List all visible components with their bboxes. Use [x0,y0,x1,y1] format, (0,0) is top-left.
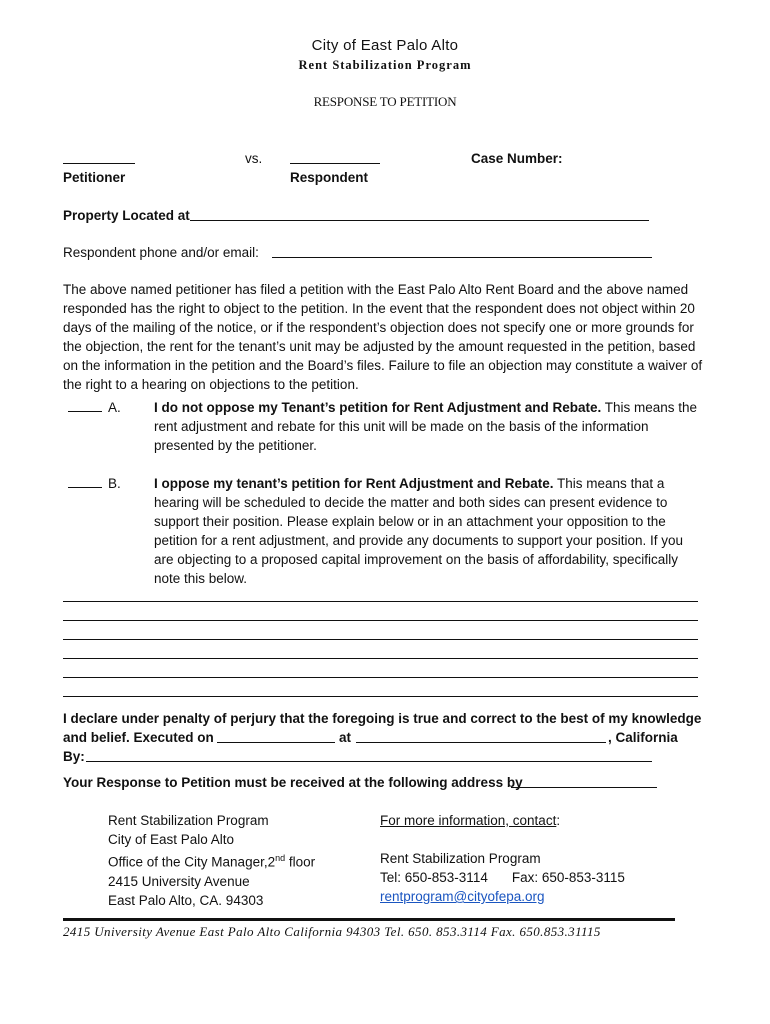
declaration-at: at [339,730,352,745]
petitioner-field[interactable] [63,150,135,164]
phone-field[interactable] [272,244,652,258]
response-address-label: Your Response to Petition must be received at the following address by [63,775,523,790]
executed-location-field[interactable] [356,729,606,743]
explanation-line[interactable] [63,696,698,697]
option-a-checkbox[interactable] [68,398,102,412]
property-label: Property Located at [63,208,190,223]
option-a-body: This means the rent adjustment and rebate for this unit will be made on the basis of the information presented by the petitioner. [154,400,698,453]
address-block [108,811,315,910]
declaration-california: , California [608,730,678,745]
explanation-line[interactable] [63,677,698,678]
explanation-line[interactable] [63,658,698,659]
address-line: City of East Palo Alto [108,832,235,847]
executed-date-field[interactable] [217,729,335,743]
explanation-line[interactable] [63,620,698,621]
explanation-line[interactable] [63,639,698,640]
option-b-body: This means that a hearing will be scheduled to decide the matter and both sides can present evidence to support their position. Please explain below or in an attachment your opposition to the petition for a rent adjustment, and provide any documents to support your position. If you are objecting to a proposed capital improvement on the basis of affordability, specifically note this below. [154,476,684,586]
option-b-bold: I oppose my tenant’s petition for Rent Adjustment and Rebate. [154,476,554,491]
form-title: RESPONSE TO PETITION [313,94,457,109]
address-line: 2415 University Avenue [108,873,250,889]
contact-heading: For more information, contact: [380,813,561,828]
vs-label: vs. [245,151,263,166]
contact-line: Rent Stabilization Program [380,851,541,866]
contact-phone-fax: Tel: 650-853-3114 Fax: 650-853-3115 [380,870,625,885]
address-line: Office of the City Manager,2nd floor [108,853,316,870]
option-a-letter: A. [108,400,121,415]
program-title: Rent Stabilization Program [298,58,472,72]
respondent-label: Respondent [290,170,369,185]
address-line: Rent Stabilization Program [108,813,269,828]
option-b-letter: B. [108,476,121,491]
contact-email-link[interactable]: rentprogram@cityofepa.org [380,889,545,904]
option-a-text [154,398,706,455]
case-number-label: Case Number: [471,151,563,166]
city-title: City of East Palo Alto [311,37,459,54]
contact-block [380,811,625,906]
explanation-line[interactable] [63,601,698,602]
declaration-line: I declare under penalty of perjury that the foregoing is true and correct to the best of my knowledge [63,711,702,726]
intro-paragraph: The above named petitioner has filed a petition with the East Palo Alto Rent Board and the above named responded has the right to object to the petition. In the event that the respondent does not object within 20 days of the mailing of the notice, or if the respondent’s objection does not specify one or more grounds for the objection, the rent for the tenant’s unit may be adjusted by the amount requested in the petition, based on the information in the petition and the Board’s files. Failure to file an objection may constitute a waiver of the right to a hearing on objections to the petition. [63,282,703,392]
petitioner-label: Petitioner [63,170,126,185]
property-field[interactable] [190,207,649,221]
phone-label: Respondent phone and/or email: [63,245,259,260]
respondent-field[interactable] [290,150,380,164]
declaration-and-belief: and belief. Executed on [63,730,214,745]
option-b-text [154,474,706,588]
option-a-bold: I do not oppose my Tenant’s petition for Rent Adjustment and Rebate. [154,400,602,415]
declaration-by: By: [63,749,85,764]
response-deadline-field[interactable] [511,774,657,788]
footer-rule [63,918,675,921]
footer-address: 2415 University Avenue East Palo Alto California 94303 Tel. 650. 853.3114 Fax. 650.853.31115 [63,924,601,939]
signature-field[interactable] [86,748,652,762]
address-line: East Palo Alto, CA. 94303 [108,892,264,908]
option-b-checkbox[interactable] [68,474,102,488]
